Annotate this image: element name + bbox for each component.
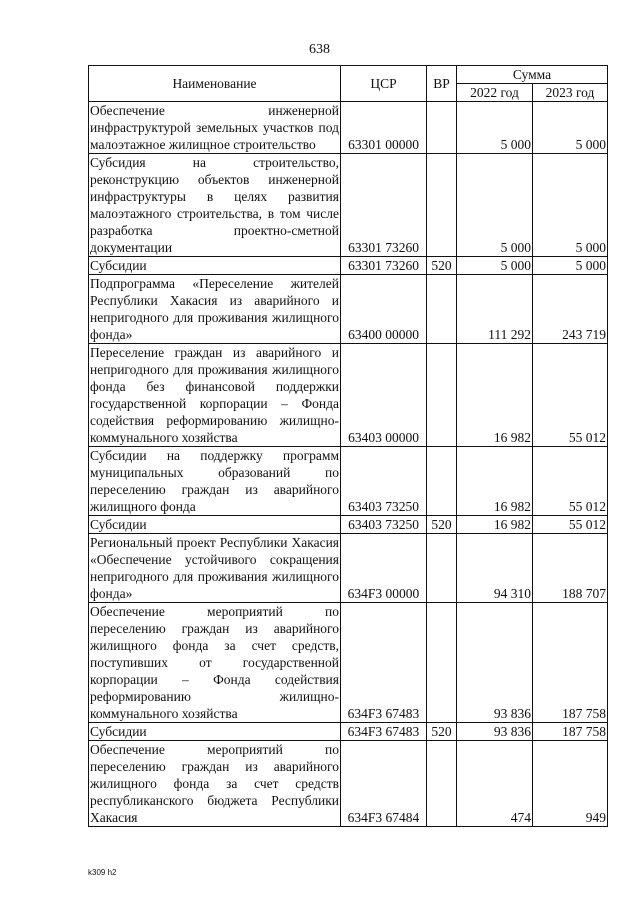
header-year-2022: 2022 год <box>457 84 533 102</box>
row-2022: 16 982 <box>457 344 533 447</box>
row-2022: 93 836 <box>457 723 533 741</box>
row-csr: 63400 00000 <box>341 275 427 344</box>
row-2022: 111 292 <box>457 275 533 344</box>
table-row <box>89 741 608 827</box>
table-row <box>89 516 608 534</box>
row-2022: 474 <box>457 741 533 827</box>
row-name: Субсидии <box>89 723 341 741</box>
row-vr <box>427 102 457 154</box>
row-vr <box>427 603 457 723</box>
row-2023: 55 012 <box>533 344 608 447</box>
budget-table <box>88 65 608 827</box>
row-2023: 55 012 <box>533 516 608 534</box>
row-name: Подпрограмма «Переселение жителей Республики Хакасия из аварийного и непригодного для проживания жилищного фонда» <box>90 276 339 342</box>
table-row <box>89 447 608 516</box>
row-name: Обеспечение инженерной инфраструктурой земельных участков под малоэтажное жилищное строительство <box>90 103 339 152</box>
row-name: Субсидия на строительство, реконструкцию объектов инженерной инфраструктуры в целях развития малоэтажного строительства, в том числе разработка проектно-сметной документации <box>90 155 339 255</box>
row-csr: 634F3 00000 <box>341 534 427 603</box>
row-vr <box>427 154 457 257</box>
row-2023: 949 <box>533 741 608 827</box>
row-2022: 5 000 <box>457 102 533 154</box>
row-csr: 63403 00000 <box>341 344 427 447</box>
row-vr <box>427 344 457 447</box>
row-2023: 187 758 <box>533 723 608 741</box>
row-name: Обеспечение мероприятий по переселению граждан из аварийного жилищного фонда за счет средств республиканского бюджета Республики Хакасия <box>90 742 339 825</box>
row-csr: 634F3 67483 <box>341 603 427 723</box>
row-2023: 187 758 <box>533 603 608 723</box>
row-2022: 5 000 <box>457 154 533 257</box>
row-vr: 520 <box>427 516 457 534</box>
header-year-2023: 2023 год <box>533 84 608 102</box>
row-csr: 63403 73250 <box>341 516 427 534</box>
row-name: Региональный проект Республики Хакасия «Обеспечение устойчивого сокращения непригодного для проживания жилищного фонда» <box>90 535 339 601</box>
row-csr: 63301 00000 <box>341 102 427 154</box>
page-number: 638 <box>309 42 330 57</box>
row-2023: 188 707 <box>533 534 608 603</box>
row-2023: 243 719 <box>533 275 608 344</box>
table-row <box>89 344 608 447</box>
footer-code: k309 h2 <box>88 868 117 877</box>
row-csr: 634F3 67483 <box>341 723 427 741</box>
row-2023: 5 000 <box>533 102 608 154</box>
row-name: Субсидии <box>89 257 341 275</box>
table-row <box>89 534 608 603</box>
row-name: Переселение граждан из аварийного и непригодного для проживания жилищного фонда без финансовой поддержки государственной корпорации – Фонда содействия реформированию жилищно-коммунального хозяйства <box>90 345 339 445</box>
table-row <box>89 102 608 154</box>
table-row <box>89 275 608 344</box>
header-vr: ВР <box>427 66 457 102</box>
row-csr: 63403 73250 <box>341 447 427 516</box>
row-2022: 93 836 <box>457 603 533 723</box>
row-vr <box>427 447 457 516</box>
header-sum: Сумма <box>457 66 608 84</box>
row-2022: 16 982 <box>457 516 533 534</box>
header-csr: ЦСР <box>341 66 427 102</box>
table-row <box>89 603 608 723</box>
table-row <box>89 257 608 275</box>
row-csr: 63301 73260 <box>341 257 427 275</box>
row-vr <box>427 534 457 603</box>
row-name: Субсидии на поддержку программ муниципальных образований по переселению граждан из аварийного жилищного фонда <box>90 448 339 514</box>
row-2022: 5 000 <box>457 257 533 275</box>
header-name: Наименование <box>89 66 341 102</box>
row-csr: 63301 73260 <box>341 154 427 257</box>
row-csr: 634F3 67484 <box>341 741 427 827</box>
row-vr: 520 <box>427 723 457 741</box>
row-2023: 5 000 <box>533 257 608 275</box>
table-row <box>89 154 608 257</box>
row-2023: 5 000 <box>533 154 608 257</box>
row-2023: 55 012 <box>533 447 608 516</box>
row-vr <box>427 275 457 344</box>
row-2022: 16 982 <box>457 447 533 516</box>
row-name: Субсидии <box>89 516 341 534</box>
table-row <box>89 723 608 741</box>
row-2022: 94 310 <box>457 534 533 603</box>
row-vr: 520 <box>427 257 457 275</box>
row-name: Обеспечение мероприятий по переселению граждан из аварийного жилищного фонда за счет средств, поступивших от государственной корпорации – Фонда содействия реформированию жилищно-коммунального хозяйства <box>90 604 339 721</box>
row-vr <box>427 741 457 827</box>
